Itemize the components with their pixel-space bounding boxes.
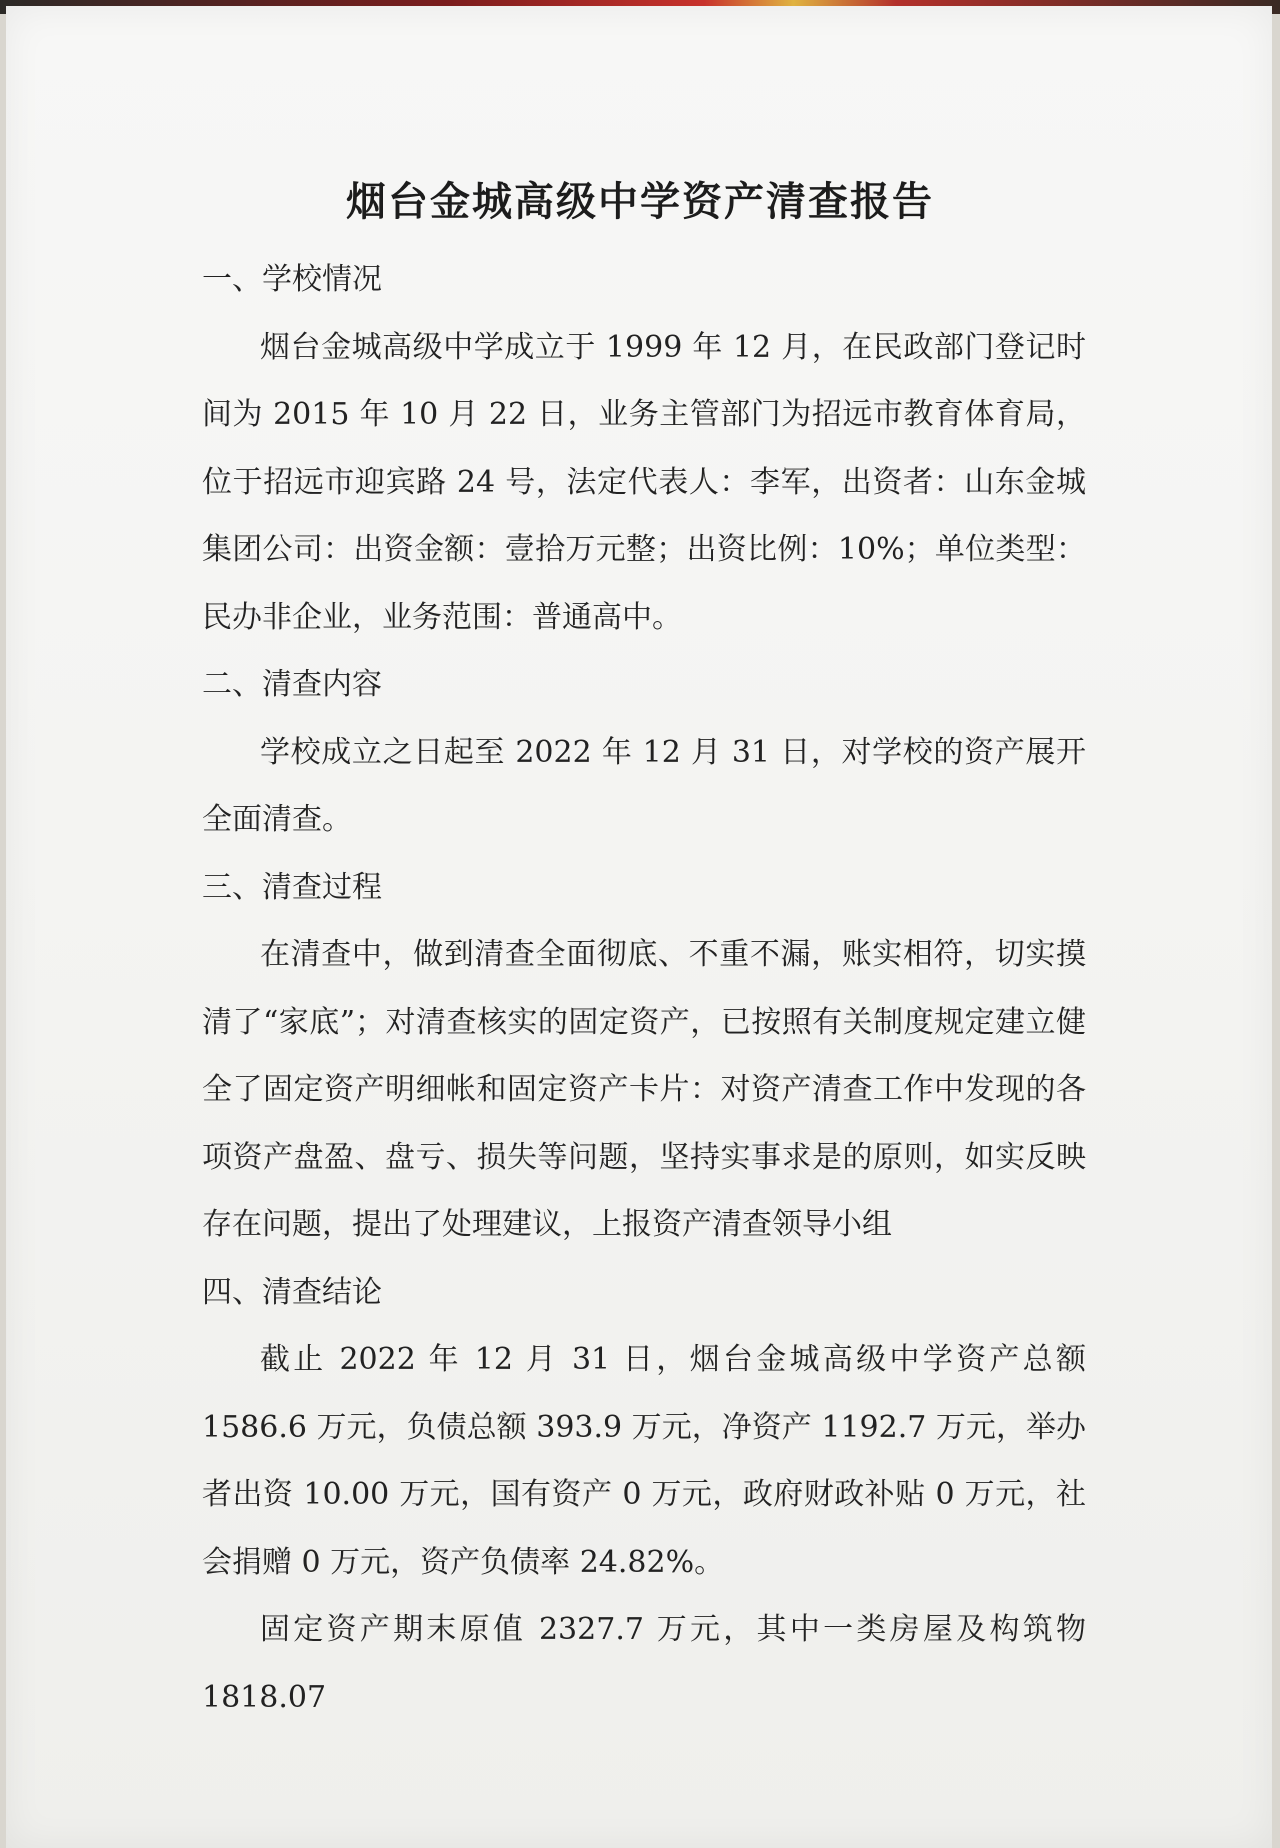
paragraph: 学校成立之日起至 2022 年 12 月 31 日，对学校的资产展开全面清查。 (202, 734, 1086, 837)
section-school-info (202, 246, 1086, 651)
paragraph: 截止 2022 年 12 月 31 日，烟台金城高级中学资产总额 1586.6 万元，负债总额 393.9 万元，净资产 1192.7 万元，举办者出资 10.00 万元，国有资产 0 万元，政府财政补贴 0 万元，社会捐赠 0 万元，资产负债率 24.82%。 (202, 1342, 1086, 1580)
paragraph: 烟台金城高级中学成立于 1999 年 12 月，在民政部门登记时间为 2015 年 10 月 22 日，业务主管部门为招远市教育体育局，位于招远市迎宾路 24 号，法定代表人：李军，出资者：山东金城集团公司：出资金额：壹拾万元整；出资比例：10%；单位类型：民办非企业，业务范围：普通高中。 (202, 329, 1086, 635)
section-heading: 一、学校情况 (202, 262, 382, 297)
section-heading: 三、清查过程 (202, 869, 382, 905)
document-title: 烟台金城高级中学资产清查报告 (346, 178, 934, 225)
section-inventory-scope (202, 651, 1086, 854)
document-body (202, 246, 1086, 1731)
section-inventory-conclusion (202, 1259, 1086, 1732)
section-inventory-process (202, 854, 1086, 1259)
section-heading: 四、清查结论 (202, 1274, 382, 1310)
paragraph: 在清查中，做到清查全面彻底、不重不漏，账实相符，切实摸清了“家底”；对清查核实的固定资产，已按照有关制度规定建立健全了固定资产明细帐和固定资产卡片：对资产清查工作中发现的各项资产盘盈、盘亏、损失等问题，坚持实事求是的原则，如实反映存在问题，提出了处理建议，上报资产清查领导小组 (202, 937, 1086, 1242)
section-heading: 二、清查内容 (202, 667, 382, 702)
paragraph: 固定资产期末原值 2327.7 万元，其中一类房屋及构筑物 1818.07 (202, 1612, 1086, 1715)
